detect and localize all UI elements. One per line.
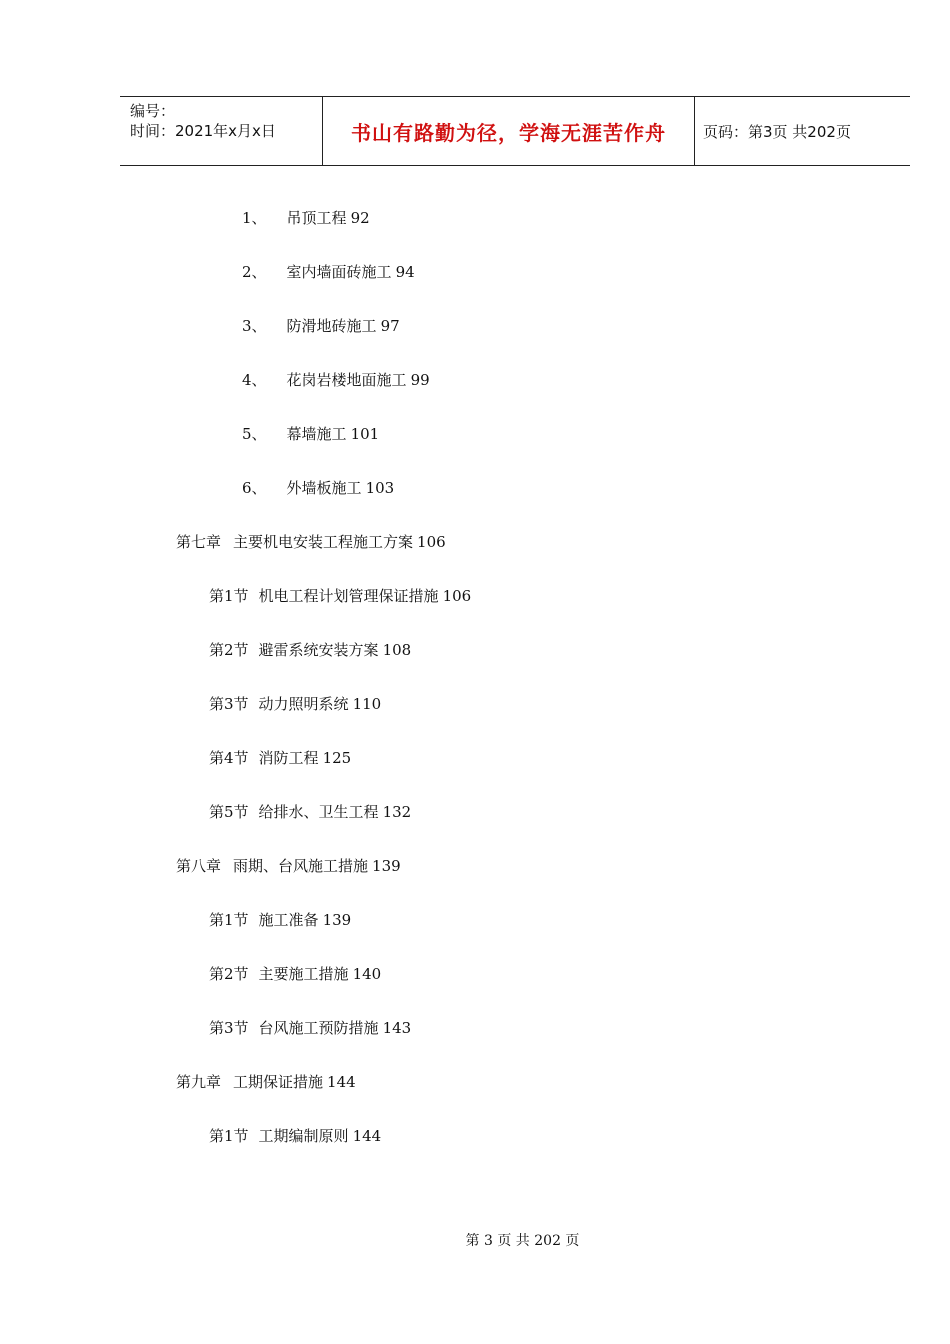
- toc-entry-number: 第1节: [209, 587, 249, 605]
- doc-time-label: 时间：2021年x月x日: [130, 122, 276, 140]
- toc-entry-number: 第1节: [209, 911, 249, 929]
- toc-entry-title: 给排水、卫生工程: [258, 803, 379, 821]
- toc-entry-title: 雨期、台风施工措施: [233, 857, 369, 875]
- toc-entry-number: 第2节: [209, 641, 249, 659]
- header-motto: 书山有路勤为径，学海无涯苦作舟: [322, 97, 695, 165]
- page-header: [120, 96, 910, 166]
- toc-entry-title: 工期保证措施: [233, 1073, 324, 1091]
- toc-entry-page: 132: [382, 803, 412, 821]
- toc-entry-page: 125: [322, 749, 352, 767]
- toc-entry-title: 防滑地砖施工: [286, 317, 377, 335]
- toc-entry-title: 幕墙施工: [286, 425, 347, 443]
- toc-entry-page: 94: [395, 263, 415, 281]
- toc-entry-number: 第4节: [209, 749, 249, 767]
- toc-entry-number: 第八章: [176, 857, 222, 875]
- doc-id-label: 编号：: [130, 102, 176, 120]
- toc-entry-title: 动力照明系统: [258, 695, 349, 713]
- toc-entry-page: 144: [352, 1127, 382, 1145]
- toc-entry-title: 机电工程计划管理保证措施: [258, 587, 439, 605]
- toc-entry-number: 第2节: [209, 965, 249, 983]
- toc-entry-title: 外墙板施工: [286, 479, 362, 497]
- header-meta: [120, 97, 322, 165]
- toc-entry-number: 第3节: [209, 1019, 249, 1037]
- header-page-number: 页码：第3页 共202页: [703, 122, 851, 141]
- toc-entry-title: 主要施工措施: [258, 965, 349, 983]
- toc-entry-page: 106: [442, 587, 472, 605]
- toc-entry-title: 施工准备: [258, 911, 319, 929]
- toc-entry-number: 5、: [242, 425, 267, 443]
- toc-entry-page: 139: [322, 911, 352, 929]
- toc-entry-page: 144: [327, 1073, 356, 1091]
- toc-entry-title: 工期编制原则: [258, 1127, 349, 1145]
- toc-entry-page: 106: [417, 533, 446, 551]
- toc-entry-title: 台风施工预防措施: [258, 1019, 379, 1037]
- toc-entry-page: 97: [380, 317, 400, 335]
- toc-entry-number: 6、: [242, 479, 267, 497]
- toc-entry-title: 吊顶工程: [286, 209, 347, 227]
- toc-entry-number: 4、: [242, 371, 267, 389]
- toc-entry-number: 第3节: [209, 695, 249, 713]
- toc-entry-number: 2、: [242, 263, 267, 281]
- toc-entry-page: 143: [382, 1019, 412, 1037]
- toc-entry-page: 101: [350, 425, 380, 443]
- toc-entry-number: 第5节: [209, 803, 249, 821]
- toc-entry-page: 139: [372, 857, 401, 875]
- toc-entry-title: 消防工程: [258, 749, 319, 767]
- toc-entry-page: 103: [365, 479, 395, 497]
- page-footer: 第 3 页 共 202 页: [465, 1233, 580, 1249]
- toc-entry-number: 第1节: [209, 1127, 249, 1145]
- toc-entry-page: 92: [350, 209, 370, 227]
- toc-entry-number: 第七章: [176, 533, 222, 551]
- toc-entry-page: 108: [382, 641, 412, 659]
- toc-entry-page: 140: [352, 965, 382, 983]
- toc-entry-title: 主要机电安装工程施工方案: [233, 533, 414, 551]
- toc-entry-page: 99: [410, 371, 430, 389]
- toc-entry-page: 110: [352, 695, 382, 713]
- toc-entry-title: 室内墙面砖施工: [286, 263, 392, 281]
- toc-entry-number: 3、: [242, 317, 267, 335]
- toc-entry-title: 花岗岩楼地面施工: [286, 371, 407, 389]
- toc-entry-title: 避雷系统安装方案: [258, 641, 379, 659]
- toc-entry-number: 第九章: [176, 1073, 222, 1091]
- toc-entry-number: 1、: [242, 209, 267, 227]
